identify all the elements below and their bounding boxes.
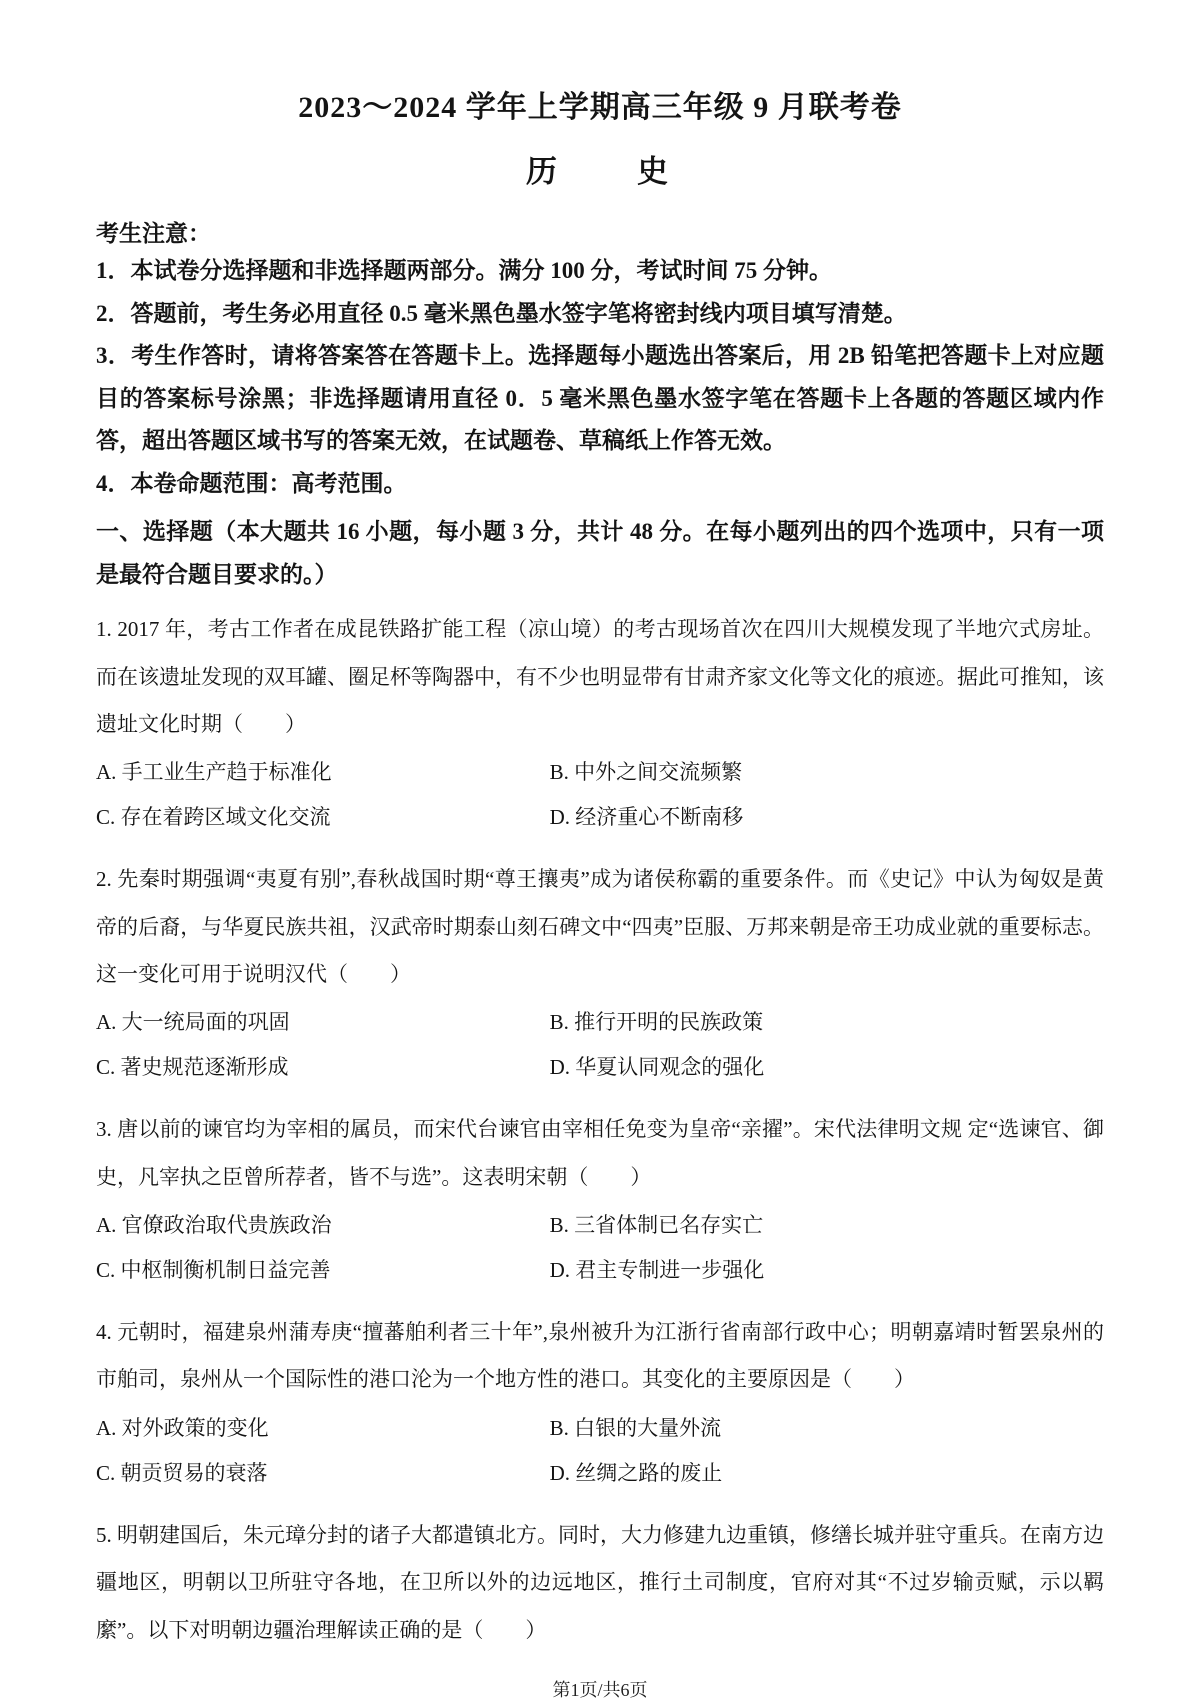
- question-4: [96, 1309, 1104, 1496]
- notice-item-3: 3．考生作答时，请将答案答在答题卡上。选择题每小题选出答案后，用 2B 铅笔把答题卡上对应题目的答案标号涂黑；非选择题请用直径 0．5 毫米黑色墨水签字笔在答题卡上各题的答题区域内作答，超出答题区域书写的答案无效，在试题卷、草稿纸上作答无效。: [96, 343, 1104, 454]
- question-4-option-a: A. 对外政策的变化: [96, 1415, 269, 1440]
- question-5-stem: 5. 明朝建国后，朱元璋分封的诸子大都遣镇北方。同时，大力修建九边重镇，修缮长城并驻守重兵。在南方边疆地区，明朝以卫所驻守各地，在卫所以外的边远地区，推行土司制度，官府对其“不过岁输贡赋，示以羁縻”。以下对明朝边疆治理解读正确的是（ ）: [96, 1523, 1104, 1642]
- question-3-option-c: C. 中枢制衡机制日益完善: [96, 1258, 331, 1283]
- question-3-stem: 3. 唐以前的谏官均为宰相的属员，而宋代台谏官由宰相任免变为皇帝“亲擢”。宋代法律明文规 定“选谏官、御史，凡宰执之臣曾所荐者，皆不与选”。这表明宋朝（ ）: [96, 1117, 1104, 1189]
- page-footer: [96, 1666, 1104, 1702]
- question-1-options: [96, 750, 1104, 840]
- question-4-stem: 4. 元朝时，福建泉州蒲寿庚“擅蕃舶利者三十年”,泉州被升为江浙行省南部行政中心；明朝嘉靖时暂罢泉州的市舶司，泉州从一个国际性的港口沦为一个地方性的港口。其变化的主要原因是（ ）: [96, 1320, 1104, 1392]
- question-1-stem: 1. 2017 年，考古工作者在成昆铁路扩能工程（凉山境）的考古现场首次在四川大规模发现了半地穴式房址。而在该遗址发现的双耳罐、圈足杯等陶器中，有不少也明显带有甘肃齐家文化等文化的痕迹。据此可推知，该遗址文化时期（ ）: [96, 617, 1104, 736]
- question-1-option-d: D. 经济重心不断南移: [549, 805, 744, 830]
- notice-item-2: 2．答题前，考生务必用直径 0.5 毫米黑色墨水签字笔将密封线内项目填写清楚。: [96, 300, 907, 326]
- question-2-option-d: D. 华夏认同观念的强化: [549, 1055, 765, 1080]
- notice-item-4: 4．本卷命题范围：高考范围。: [96, 470, 407, 496]
- question-4-option-d: D. 丝绸之路的废止: [549, 1460, 723, 1485]
- question-3-options: [96, 1203, 1104, 1293]
- question-4-option-b: B. 白银的大量外流: [549, 1415, 722, 1440]
- question-3-option-d: D. 君主专制进一步强化: [549, 1258, 765, 1283]
- exam-subject: 历 史: [526, 154, 674, 189]
- question-2-stem: 2. 先秦时期强调“夷夏有别”,春秋战国时期“尊王攘夷”成为诸侯称霸的重要条件。而《史记》中认为匈奴是黄帝的后裔，与华夏民族共祖，汉武帝时期泰山刻石碑文中“四夷”臣服、万邦来朝是帝王功成业就的重要标志。这一变化可用于说明汉代（ ）: [96, 867, 1104, 986]
- question-4-options: [96, 1406, 1104, 1496]
- question-3: [96, 1106, 1104, 1293]
- notice-section: [96, 209, 1104, 505]
- question-1-option-a: A. 手工业生产趋于标准化: [96, 760, 332, 785]
- question-2-option-c: C. 著史规范逐渐形成: [96, 1055, 289, 1080]
- footer-page-number: 第1页/共6页: [552, 1679, 648, 1700]
- section-heading: 一、选择题（本大题共 16 小题，每小题 3 分，共计 48 分。在每小题列出的四个选项中，只有一项是最符合题目要求的。）: [96, 519, 1104, 587]
- question-1: [96, 606, 1104, 840]
- notice-item-1: 1．本试卷分选择题和非选择题两部分。满分 100 分，考试时间 75 分钟。: [96, 258, 832, 283]
- question-1-option-b: B. 中外之间交流频繁: [549, 760, 743, 785]
- question-2-options: [96, 1000, 1104, 1090]
- question-2-option-b: B. 推行开明的民族政策: [549, 1010, 764, 1035]
- question-2-option-a: A. 大一统局面的巩固: [96, 1010, 290, 1035]
- exam-title: 2023～2024 学年上学期高三年级 9 月联考卷: [298, 91, 902, 124]
- notice-heading: 考生注意：: [96, 221, 211, 246]
- question-3-option-a: A. 官僚政治取代贵族政治: [96, 1212, 332, 1237]
- question-1-option-c: C. 存在着跨区域文化交流: [96, 805, 331, 830]
- question-4-option-c: C. 朝贡贸易的衰落: [96, 1460, 268, 1485]
- question-2: [96, 856, 1104, 1090]
- question-5: [96, 1512, 1104, 1656]
- question-3-option-b: B. 三省体制已名存实亡: [549, 1212, 764, 1237]
